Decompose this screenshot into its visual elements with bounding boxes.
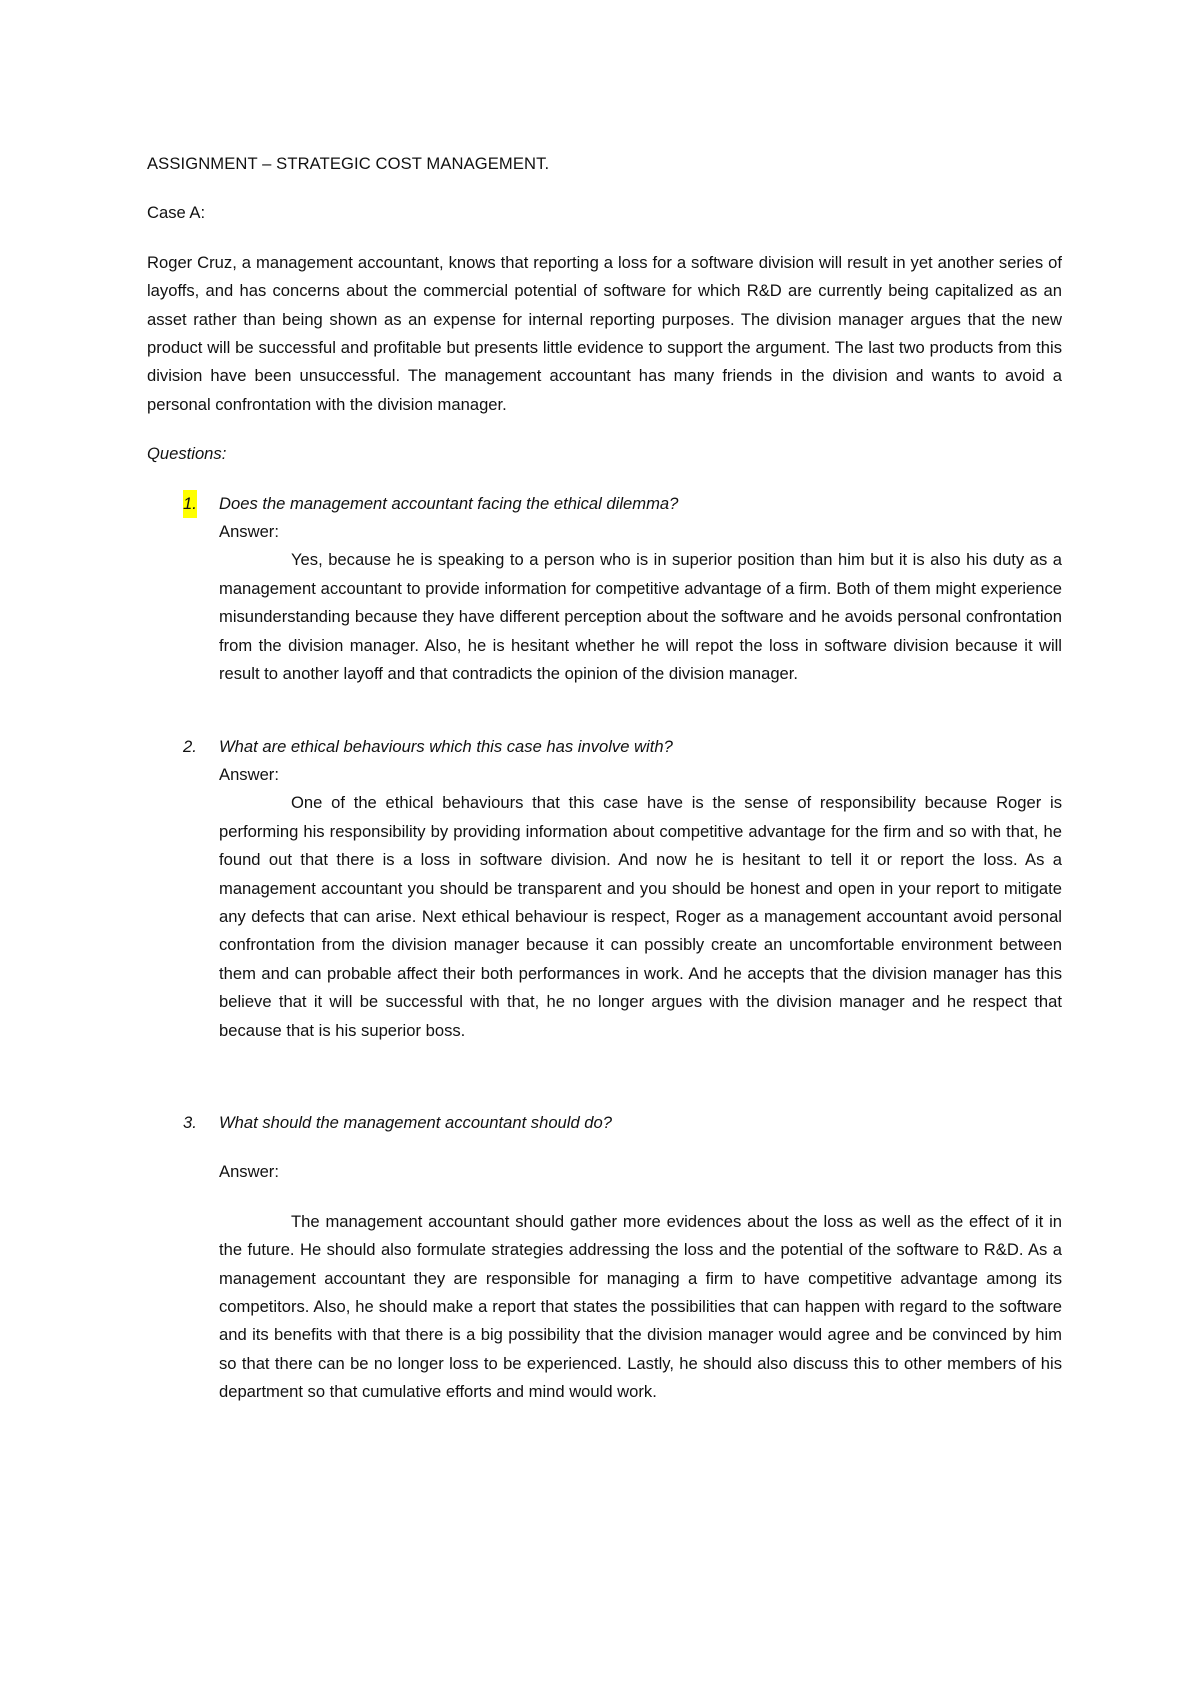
- case-description: Roger Cruz, a management accountant, knows that reporting a loss for a software division will result in yet another series of layoffs, and has concerns about the commercial potential of software for which R&D are currently being capitalized as an asset rather than being shown as an expense for internal reporting purposes. The division manager argues that the new product will be successful and profitable but presents little evidence to support the argument. The last two products from this division have been unsuccessful. The management accountant has many friends in the division and wants to avoid a personal confrontation with the division manager.: [147, 252, 1062, 414]
- case-label: Case A:: [147, 203, 206, 223]
- assignment-title: ASSIGNMENT – STRATEGIC COST MANAGEMENT.: [147, 154, 550, 173]
- question-number-highlighted: 1.: [183, 490, 197, 518]
- question-text: Does the management accountant facing the ethical dilemma?: [219, 493, 679, 513]
- answer-text: The management accountant should gather more evidences about the loss as well as the effect of it in the future. He should also formulate strategies addressing the loss and the potential of the software to R&D. As a management accountant they are responsible for managing a firm to have competitive advantage among its competitors. Also, he should make a report that states the possibilities that can happen with regard to the software and its benefits with that there is a big possibility that the division manager would agree and be convinced by him so that there can be no longer loss to be experienced. Lastly, he should also discuss this to other members of his department so that cumulative efforts and mind would work.: [219, 1211, 1062, 1402]
- answer-text: One of the ethical behaviours that this case have is the sense of responsibility because Roger is performing his responsibility by providing information about competitive advantage for the firm and so with that, he found out that there is a loss in software division. And now he is hesitant to tell it or report the loss. As a management accountant you should be transparent and you should be honest and open in your report to mitigate any defects that can arise. Next ethical behaviour is respect, Roger as a management accountant avoid personal confrontation from the division manager because it can possibly create an uncomfortable environment between them and can probable affect their both performances in work. And he accepts that the division manager has this believe that it will be successful with that, he no longer argues with the division manager and he respect that because that is his superior boss.: [219, 793, 1062, 1040]
- answer-label: Answer:: [219, 764, 279, 784]
- question-block-1: [147, 490, 1062, 689]
- question-number: 3.: [183, 1112, 197, 1132]
- question-block-2: [147, 733, 1062, 1045]
- question-text: What are ethical behaviours which this case has involve with?: [219, 736, 673, 756]
- answer-text: Yes, because he is speaking to a person who is in superior position than him but it is also his duty as a management accountant to provide information for competitive advantage of a firm. Both of them might experience misunderstanding because they have different perception about the software and he avoids personal confrontation from the division manager. Also, he is hesitant whether he will repot the loss in software division because it will result to another layoff and that contradicts the opinion of the division manager.: [219, 550, 1062, 684]
- questions-heading: Questions:: [147, 444, 227, 464]
- answer-label: Answer:: [219, 1162, 279, 1182]
- answer-label: Answer:: [219, 522, 279, 542]
- document-body: [147, 150, 1062, 1407]
- question-text: What should the management accountant should do?: [219, 1112, 612, 1132]
- question-block-3: [147, 1109, 1062, 1407]
- question-number: 2.: [183, 736, 197, 756]
